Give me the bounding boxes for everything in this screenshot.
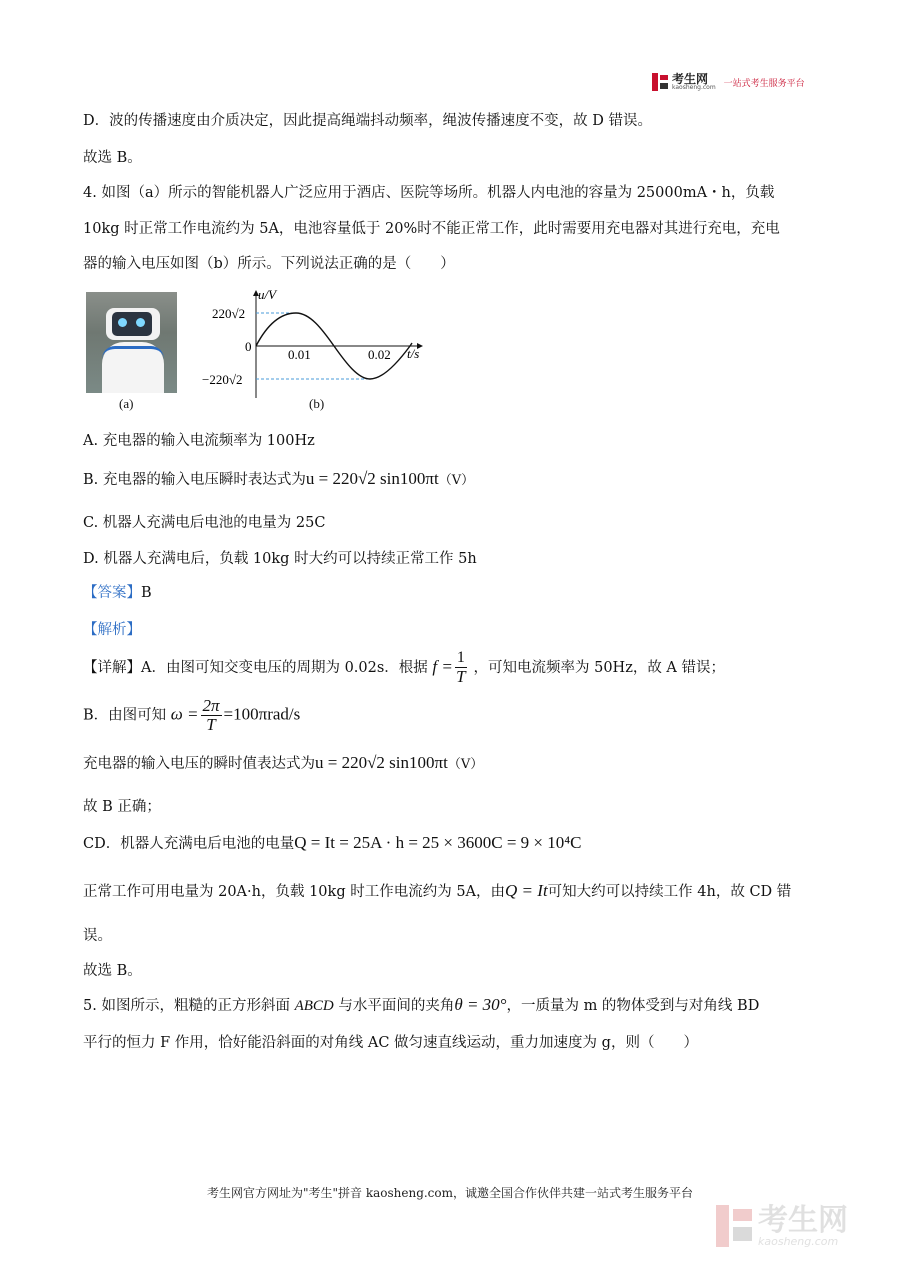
origin-label: 0 xyxy=(245,339,252,354)
y-min-label: −220√2 xyxy=(202,372,243,387)
header-logo xyxy=(652,73,805,91)
option-d: D. 机器人充满电后，负载 10kg 时大约可以持续正常工作 5h xyxy=(83,551,477,567)
option-a: A. 充电器的输入电流频率为 100Hz xyxy=(83,433,315,449)
figure-a-caption: (a) xyxy=(119,396,134,411)
x-tick-0-01: 0.01 xyxy=(288,347,311,362)
formula-u-expression: u = 220√2 sin100πt xyxy=(305,469,439,488)
detail-line-a: 【详解】A．由图可知交变电压的周期为 0.02s．根据 f = $\frac{1}{T}$ ，可知电流频率为 50Hz，故 A 错误； xyxy=(83,649,726,686)
question-4-line-1: 4. 如图（a）所示的智能机器人广泛应用于酒店、医院等场所。机器人内电池的容量为 25000mA・h，负载 xyxy=(83,185,775,201)
header-slogan: 一站式考生服务平台 xyxy=(723,78,805,89)
question-4-line-3: 器的输入电压如图（b）所示。下列说法正确的是（ ） xyxy=(83,256,455,272)
page-footer: 考生网官方网址为"考生"拼音 kaosheng.com，诚邀全国合作伙伴共建一站式考生服务平台 xyxy=(206,1186,694,1200)
detail-line-b-correct: 故 B 正确； xyxy=(83,799,161,815)
option-b: B. 充电器的输入电压瞬时表达式为u = 220√2 sin100πt（V） xyxy=(83,469,475,488)
fraction-2pi-over-t: $\frac{2\pi}{T}$ xyxy=(202,696,220,734)
answer-line xyxy=(83,581,152,602)
detail-line-b2: 充电器的输入电压的瞬时值表达式为u = 220√2 sin100πt（V） xyxy=(83,753,484,772)
watermark-url: kaosheng.com xyxy=(758,1234,839,1248)
robot-photo xyxy=(86,292,177,393)
fraction-1-over-t: $\frac{1}{T}$ xyxy=(456,649,466,686)
x-tick-0-02: 0.02 xyxy=(368,347,391,362)
analysis-tag: 【解析】 xyxy=(83,622,141,638)
detail-line-cd: CD．机器人充满电后电池的电量Q = It = 25A · h = 25 × 3600C = 9 × 10⁴C xyxy=(83,833,582,852)
formula-charge: Q = It = 25A · h = 25 × 3600C = 9 × 10⁴C xyxy=(294,833,582,852)
text-line-d: D．波的传播速度由介质决定，因此提高绳端抖动频率，绳波传播速度不变，故 D 错误。 xyxy=(83,113,652,129)
question-5-line-1: 5. 如图所示，粗糙的正方形斜面 ABCD 与水平面间的夹角θ = 30°，一质量为 m 的物体受到与对角线 BD xyxy=(83,995,760,1014)
detail-line-cd2: 正常工作可用电量为 20A·h，负载 10kg 时工作电流约为 5A，由Q = It可知大约可以持续工作 4h，故 CD 错 xyxy=(83,881,792,900)
y-max-label: 220√2 xyxy=(212,306,246,321)
detail-line-b: B．由图可知 ω = $\frac{2\pi}{T}$ =100πrad/s xyxy=(83,696,301,734)
detail-line-cd3: 误。 xyxy=(83,928,112,944)
watermark-logo xyxy=(716,1202,848,1248)
figure-b-caption: (b) xyxy=(309,396,325,411)
question-5-line-2: 平行的恒力 F 作用，恰好能沿斜面的对角线 AC 做匀速直线运动，重力加速度为 g，则（ ） xyxy=(83,1035,698,1051)
logo-url: kaosheng.com xyxy=(672,84,716,91)
y-axis-label: u/V xyxy=(258,287,277,302)
question-4-line-2: 10kg 时正常工作电流约为 5A，电池容量低于 20%时不能正常工作，此时需要用充电器对其进行充电，充电 xyxy=(83,221,780,237)
option-c: C. 机器人充满电后电池的电量为 25C xyxy=(83,515,326,531)
x-axis-label: t/s xyxy=(407,346,420,361)
text-line-select-b: 故选 B。 xyxy=(83,150,142,166)
logo-name: 考生网 xyxy=(672,72,709,86)
answer-tag: 【答案】 xyxy=(83,585,141,601)
answer-value: B xyxy=(141,585,152,601)
detail-line-select: 故选 B。 xyxy=(83,963,142,979)
voltage-waveform-graph xyxy=(198,283,430,413)
logo-mark-icon xyxy=(652,73,668,91)
watermark-name: 考生网 xyxy=(758,1202,848,1238)
watermark-mark-icon xyxy=(716,1205,752,1247)
